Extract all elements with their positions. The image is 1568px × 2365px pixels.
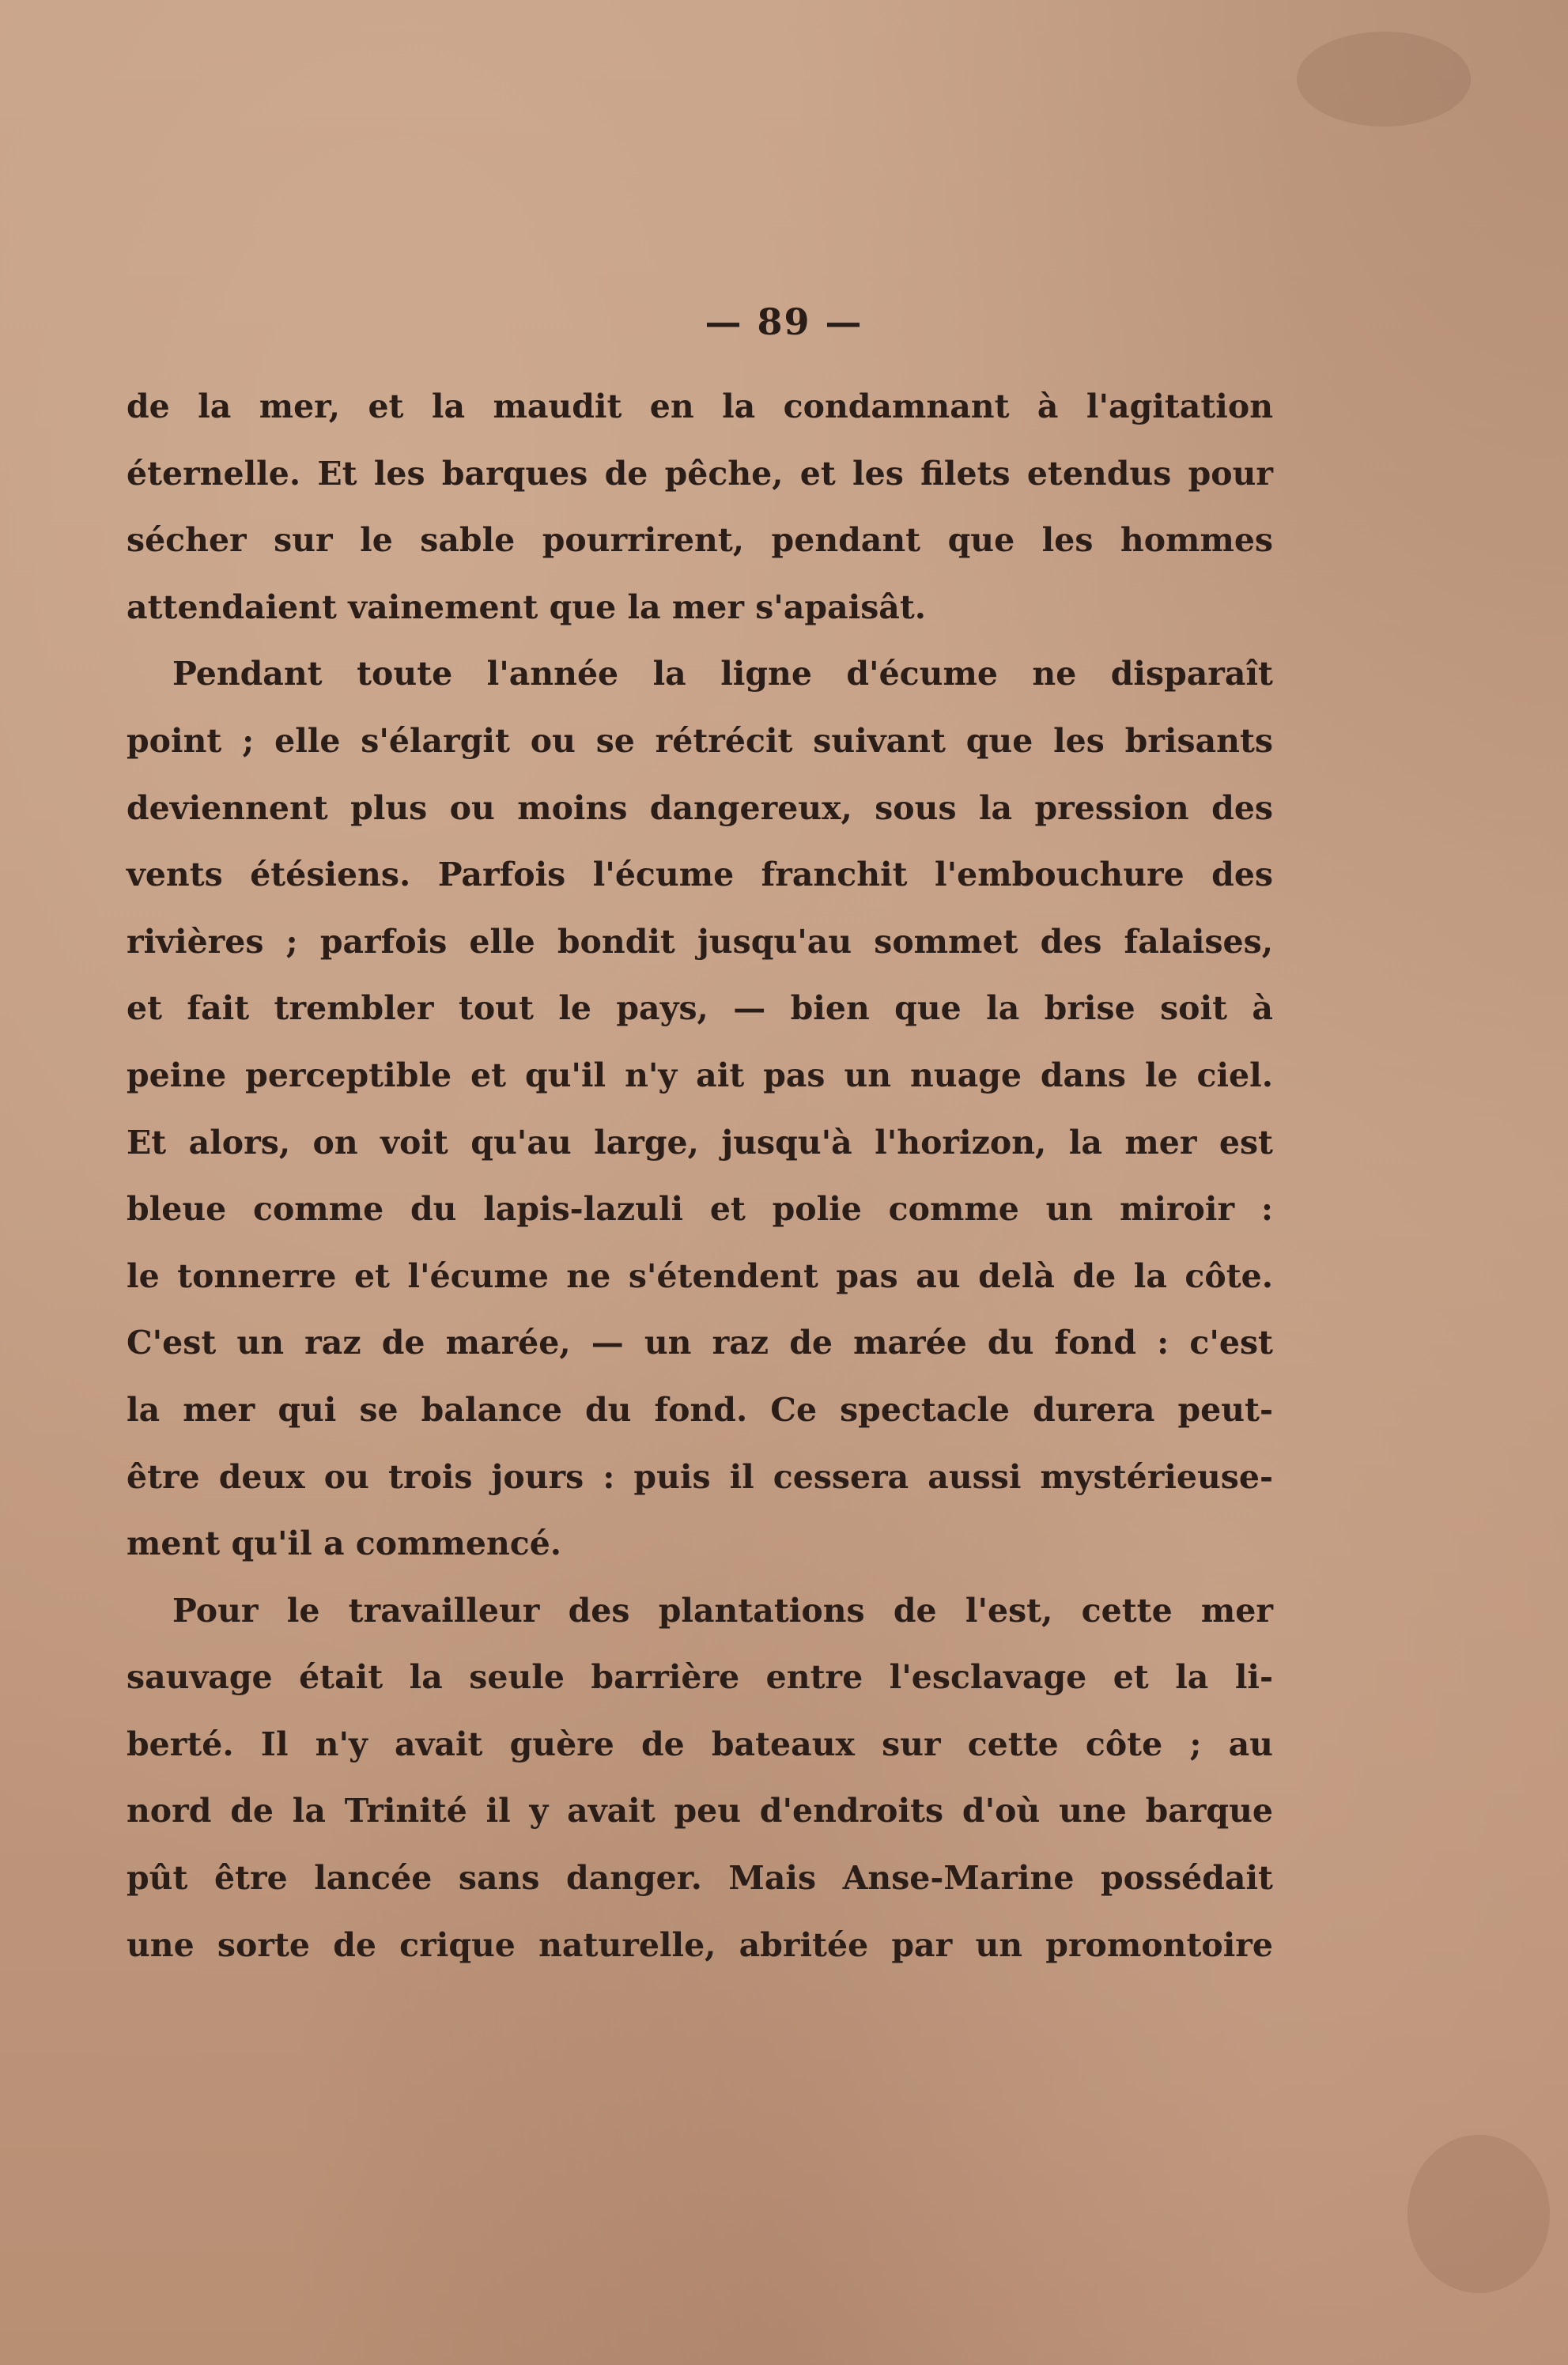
- text-line: attendaient vainement que la mer s'apaisât.: [127, 587, 927, 626]
- text-line: rivières ; parfois elle bondit jusqu'au sommet des falaises,: [127, 922, 1273, 961]
- page-number: — 89 —: [705, 300, 863, 343]
- text-line: bleue comme du lapis-lazuli et polie comme un miroir :: [127, 1190, 1273, 1229]
- text-line: C'est un raz de marée, — un raz de marée du fond : c'est: [127, 1324, 1273, 1362]
- text-line: la mer qui se balance du fond. Ce spectacle durera peut-: [127, 1390, 1273, 1429]
- text-line: sauvage était la seule barrière entre l'esclavage et la li-: [127, 1658, 1273, 1697]
- paper-stain: [1297, 32, 1471, 127]
- text-line: éternelle. Et les barques de pêche, et les filets etendus pour: [127, 454, 1273, 493]
- paper-stain: [1407, 2135, 1550, 2293]
- text-line: peine perceptible et qu'il n'y ait pas un nuage dans le ciel.: [127, 1056, 1273, 1094]
- body-text: [127, 373, 1273, 1978]
- text-line: une sorte de crique naturelle, abritée par un promontoire: [127, 1925, 1273, 1964]
- text-line: ment qu'il a commencé.: [127, 1524, 562, 1563]
- text-line: de la mer, et la maudit en la condamnant à l'agitation: [127, 387, 1273, 425]
- text-line: pût être lancée sans danger. Mais Anse-Marine possédait: [127, 1859, 1273, 1898]
- text-line: vents étésiens. Parfois l'écume franchit l'embouchure des: [127, 856, 1273, 894]
- text-line: Pour le travailleur des plantations de l'est, cette mer: [172, 1591, 1273, 1630]
- text-line: Et alors, on voit qu'au large, jusqu'à l'horizon, la mer est: [127, 1123, 1273, 1162]
- text-line: Pendant toute l'année la ligne d'écume ne disparaît: [172, 655, 1273, 693]
- text-line: et fait trembler tout le pays, — bien que la brise soit à: [127, 989, 1273, 1028]
- text-line: sécher sur le sable pourrirent, pendant que les hommes: [127, 521, 1273, 560]
- text-line: le tonnerre et l'écume ne s'étendent pas au delà de la côte.: [127, 1256, 1273, 1295]
- text-line: nord de la Trinité il y avait peu d'endroits d'où une barque: [127, 1792, 1273, 1830]
- text-line: berté. Il n'y avait guère de bateaux sur cette côte ; au: [127, 1725, 1273, 1763]
- text-line: deviennent plus ou moins dangereux, sous la pression des: [127, 788, 1273, 827]
- text-line: être deux ou trois jours : puis il cessera aussi mystérieuse-: [127, 1457, 1273, 1496]
- text-line: point ; elle s'élargit ou se rétrécit suivant que les brisants: [127, 721, 1273, 760]
